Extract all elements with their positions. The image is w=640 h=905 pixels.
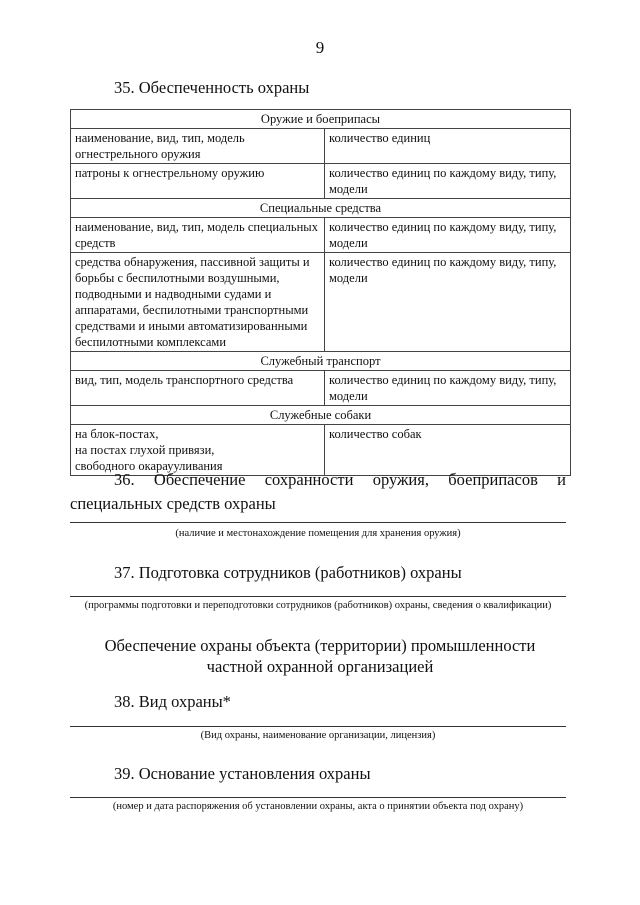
- subtitle: [0, 635, 640, 677]
- table-row: [71, 371, 571, 406]
- section-37-caption: (программы подготовки и переподготовки сотрудников (работников) охраны, сведения о квалификации): [84, 600, 552, 611]
- section-title-dogs: Служебные собаки: [71, 406, 571, 425]
- subtitle-line-1: Обеспечение охраны объекта (территории) промышленности: [104, 636, 536, 655]
- subtitle-line-2: частной охранной организацией: [206, 657, 434, 676]
- table-cell-right: количество единиц по каждому виду, типу, модели: [325, 218, 571, 253]
- dog-post-line: на блок-постах,: [75, 427, 159, 441]
- section-38-fill-line[interactable]: [70, 726, 566, 727]
- table-cell-right: количество единиц по каждому виду, типу, модели: [325, 371, 571, 406]
- section-36-fill-line[interactable]: [70, 522, 566, 523]
- page-number: 9: [315, 38, 325, 57]
- section-39-fill-line[interactable]: [70, 797, 566, 798]
- dog-post-line: свободного окараууливания: [75, 459, 223, 473]
- section-38-heading: 38. Вид охраны*: [114, 692, 231, 711]
- table-section-row: [71, 406, 571, 425]
- table-cell-left: патроны к огнестрельному оружию: [71, 164, 325, 199]
- security-provision-table: [70, 109, 571, 476]
- section-36-caption: (наличие и местонахождение помещения для хранения оружия): [175, 528, 461, 539]
- section-38-caption: (Вид охраны, наименование организации, лицензия): [200, 730, 436, 741]
- table-section-row: [71, 199, 571, 218]
- table-cell-left: наименование, вид, тип, модель огнестрельного оружия: [71, 129, 325, 164]
- table-row: [71, 218, 571, 253]
- section-37-heading: 37. Подготовка сотрудников (работников) охраны: [114, 563, 462, 582]
- table-row: [71, 164, 571, 199]
- table-cell-right: количество единиц: [325, 129, 571, 164]
- section-35-heading: 35. Обеспеченность охраны: [114, 78, 310, 97]
- table-section-row: [71, 352, 571, 371]
- section-39-caption: (номер и дата распоряжения об установлении охраны, акта о принятии объекта под охрану): [112, 801, 524, 812]
- table-cell-left: вид, тип, модель транспортного средства: [71, 371, 325, 406]
- section-title-special-means: Специальные средства: [71, 199, 571, 218]
- section-title-transport: Служебный транспорт: [71, 352, 571, 371]
- table-section-row: [71, 110, 571, 129]
- section-37-fill-line[interactable]: [70, 596, 566, 597]
- table-cell-right: количество единиц по каждому виду, типу, модели: [325, 164, 571, 199]
- table-cell-left: наименование, вид, тип, модель специальных средств: [71, 218, 325, 253]
- section-36-heading: [70, 468, 566, 516]
- table-row: [71, 129, 571, 164]
- section-title-weapons: Оружие и боеприпасы: [71, 110, 571, 129]
- section-36-text: 36. Обеспечение сохранности оружия, боеприпасов и специальных средств охраны: [70, 470, 566, 513]
- table-cell-left: средства обнаружения, пассивной защиты и борьбы с беспилотными воздушными, подводными и надводными судами и аппаратами, беспилотными транспортными средствами и иными автоматизированными беспилотными комплексами: [71, 253, 325, 352]
- table-cell-right: количество собак: [325, 425, 571, 476]
- table-row: [71, 253, 571, 352]
- dog-post-line: на постах глухой привязи,: [75, 443, 215, 457]
- section-39-heading: 39. Основание установления охраны: [114, 764, 371, 783]
- table-cell-right: количество единиц по каждому виду, типу, модели: [325, 253, 571, 352]
